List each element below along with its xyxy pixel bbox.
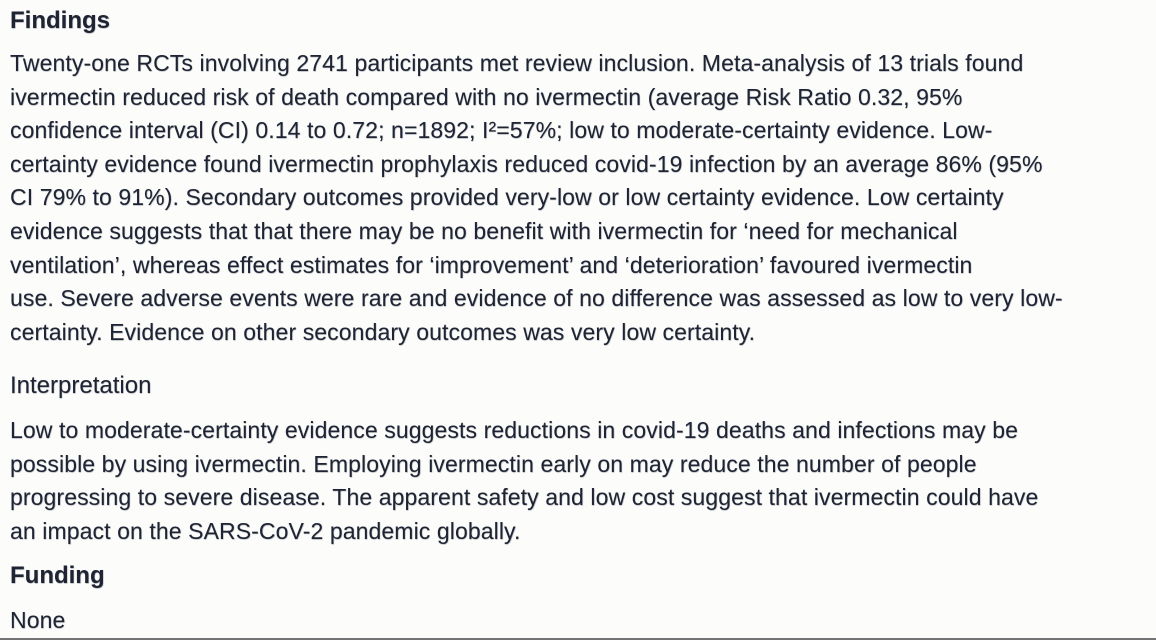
text-line: use. Severe adverse events were rare and evidence of no difference was assessed as low to very low- <box>10 285 1063 312</box>
text-line: possible by using ivermectin. Employing ivermectin early on may reduce the number of people <box>10 450 977 477</box>
interpretation-section-heading: Interpretation <box>10 372 152 399</box>
text-line: CI 79% to 91%). Secondary outcomes provided very-low or low certainty evidence. Low certainty <box>10 184 1004 211</box>
findings-section-heading: Findings <box>10 7 110 34</box>
funding-paragraph <box>10 604 1156 638</box>
text-line: an impact on the SARS-CoV-2 pandemic globally. <box>10 517 521 544</box>
text-line: certainty evidence found ivermectin prophylaxis reduced covid-19 infection by an average 86% (95% <box>10 150 1043 177</box>
text-line: certainty. Evidence on other secondary outcomes was very low certainty. <box>10 318 756 345</box>
text-line: confidence interval (CI) 0.14 to 0.72; n=1892; I²=57%; low to moderate-certainty evidence. Low- <box>10 117 993 144</box>
text-line: ventilation’, whereas effect estimates for ‘improvement’ and ‘deterioration’ favoured ivermectin <box>10 251 973 278</box>
funding-body-text: None <box>10 607 66 633</box>
text-line: progressing to severe disease. The apparent safety and low cost suggest that ivermectin could have <box>10 484 1039 511</box>
text-line: Low to moderate-certainty evidence suggests reductions in covid-19 deaths and infections may be <box>10 417 1019 443</box>
text-line: evidence suggests that that there may be no benefit with ivermectin for ‘need for mechanical <box>10 217 958 244</box>
text-line: Twenty-one RCTs involving 2741 participants met review inclusion. Meta-analysis of 13 trials found <box>10 50 1024 76</box>
funding-section-heading: Funding <box>10 562 105 589</box>
text-line: ivermectin reduced risk of death compared with no ivermectin (average Risk Ratio 0.32, 95% <box>10 83 963 110</box>
findings-paragraph <box>10 47 1156 349</box>
interpretation-paragraph <box>10 414 1156 548</box>
